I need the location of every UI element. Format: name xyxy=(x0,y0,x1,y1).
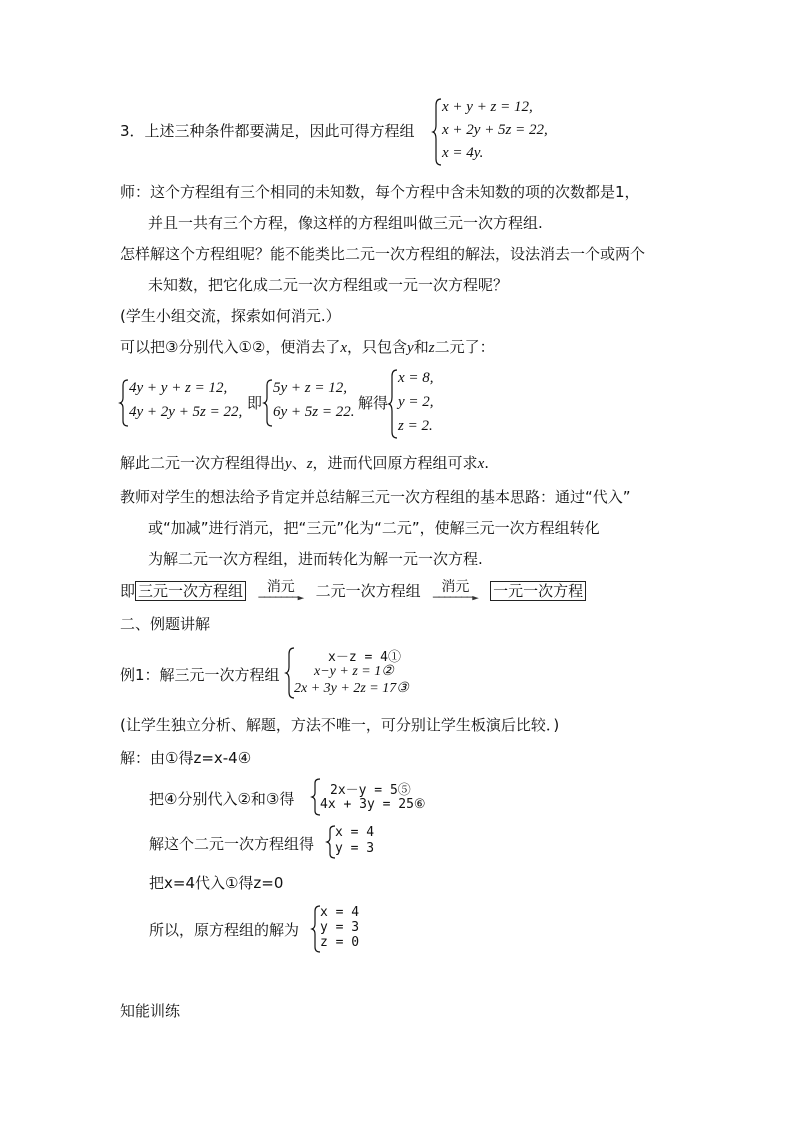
substitute-text: ，只包含 xyxy=(347,338,408,356)
section-heading: 知能训练 xyxy=(120,1002,181,1020)
flow-arrow xyxy=(425,580,485,602)
solution-system xyxy=(389,368,449,440)
system-equation: x = 4 xyxy=(320,905,360,920)
flow-box-one-variable: 一元一次方程 xyxy=(490,581,586,601)
system-equation: y = 3 xyxy=(320,920,360,935)
system-equation: 2x + 3y + 2z = 17③ xyxy=(294,681,409,696)
system-equation: x−y + z = 1② xyxy=(314,664,394,679)
system-equation: 4y + 2y + 5z = 22, xyxy=(129,404,243,420)
system-equation: x = 4 xyxy=(335,825,375,840)
arrow-right-icon: ───────► xyxy=(258,591,304,604)
flow-line xyxy=(120,580,586,602)
group-note: (学生小组交流，探索如何消元.） xyxy=(120,307,341,325)
flow-ji: 即 xyxy=(120,582,136,600)
section-heading: 二、例题讲解 xyxy=(120,615,211,633)
system-equation: 4x + 3y = 25⑥ xyxy=(320,797,426,812)
flow-arrow xyxy=(251,580,311,602)
solve-label: 解得 xyxy=(358,394,389,412)
arrow-right-icon: ───────► xyxy=(432,591,478,604)
system-equation: x = 8, xyxy=(398,370,434,386)
var-y: y xyxy=(407,340,414,356)
summary-line: 为解二元一次方程组，进而转化为解一元一次方程. xyxy=(148,550,483,568)
flow-mid: 二元一次方程组 xyxy=(315,582,421,600)
substitute-text: 可以把③分别代入①②，便消去了 xyxy=(120,338,341,356)
solve-line xyxy=(120,453,489,474)
solution-step: 把x=4代入①得z=0 xyxy=(149,874,284,892)
example-label: 例1：解三元一次方程组 xyxy=(120,666,280,684)
var-y: y xyxy=(285,456,292,472)
summary-line: 教师对学生的想法给予肯定并总结解三元一次方程组的基本思路：通过“代入” xyxy=(120,488,631,506)
system-equation: 4y + y + z = 12, xyxy=(129,380,228,396)
solve-text: . xyxy=(484,454,490,472)
substitute-text: 和 xyxy=(413,338,429,356)
solve-text: 、 xyxy=(291,454,307,472)
system-equation: x + 2y + 5z = 22, xyxy=(442,122,548,138)
final-solution-system xyxy=(312,904,372,954)
system-equation: x－z = 4① xyxy=(328,650,401,665)
var-x: x xyxy=(340,340,348,356)
substitute-line xyxy=(120,337,495,358)
summary-line: 或“加减”进行消元，把“三元”化为“二元”，使解三元一次方程组转化 xyxy=(148,519,600,537)
system-equation: z = 0 xyxy=(320,935,360,950)
item3-system xyxy=(433,97,563,167)
system-equation: x = 4y. xyxy=(442,145,484,161)
simplified-system xyxy=(264,378,364,428)
var-z: z xyxy=(306,456,313,472)
ji-label: 即 xyxy=(247,394,263,412)
question-line: 未知数，把它化成二元一次方程组或一元一次方程呢？ xyxy=(148,276,509,294)
substitute-text: 二元了： xyxy=(434,338,495,356)
solution-step: 解：由①得z=x-4④ xyxy=(120,749,252,767)
teacher-line: 并且一共有三个方程，像这样的方程组叫做三元一次方程组. xyxy=(148,214,543,232)
question-line: 怎样解这个方程组呢？能不能类比二元一次方程组的解法，设法消去一个或两个 xyxy=(120,245,646,263)
step2-system xyxy=(312,777,442,817)
item3-text: 3．上述三种条件都要满足，因此可得方程组 xyxy=(120,122,415,140)
solution-step: 把④分别代入②和③得 xyxy=(149,790,295,808)
solution-step: 解这个二元一次方程组得 xyxy=(149,835,315,853)
arrow-label: 消元 xyxy=(441,579,470,595)
example-system xyxy=(286,646,446,700)
system-equation: 6y + 5z = 22. xyxy=(273,404,355,420)
step3-system xyxy=(327,824,387,860)
system-equation: y = 2, xyxy=(398,394,434,410)
solve-text: 解此二元一次方程组得出 xyxy=(120,454,286,472)
substituted-system xyxy=(120,378,250,428)
example-note: (让学生独立分析、解题，方法不唯一，可分别让学生板演后比较．) xyxy=(120,716,560,734)
teacher-line: 师：这个方程组有三个相同的未知数，每个方程中含未知数的项的次数都是1， xyxy=(120,183,640,201)
solution-step: 所以，原方程组的解为 xyxy=(149,921,300,939)
var-x: x xyxy=(477,456,485,472)
flow-box-three-variable: 三元一次方程组 xyxy=(135,581,246,601)
system-equation: 2x－y = 5⑤ xyxy=(330,783,411,798)
system-equation: y = 3 xyxy=(335,841,375,856)
system-equation: x + y + z = 12, xyxy=(442,99,533,115)
var-z: z xyxy=(428,340,435,356)
solve-text: ，进而代回原方程组可求 xyxy=(312,454,478,472)
arrow-label: 消元 xyxy=(266,579,295,595)
system-equation: 5y + z = 12, xyxy=(273,380,347,396)
system-equation: z = 2. xyxy=(398,418,433,434)
